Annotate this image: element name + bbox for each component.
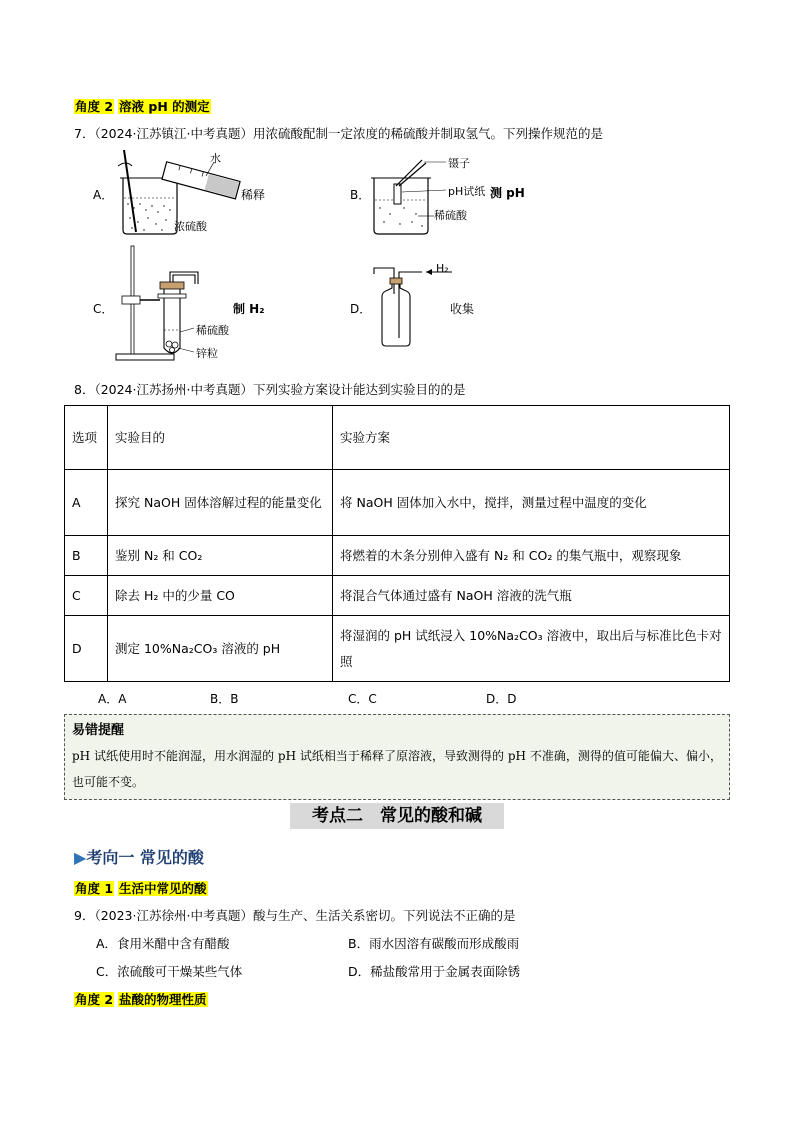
table-row: [65, 470, 730, 536]
q7-d-action-label: 收集: [450, 302, 475, 316]
q8-answer-a: A．A: [98, 692, 127, 706]
row-plan: 将 NaOH 固体加入水中，搅拌，测量过程中温度的变化: [333, 470, 730, 536]
angle-label: 角度 2: [75, 992, 114, 1007]
q7-b-paper-label: pH试纸: [448, 185, 486, 198]
experiment-table: [64, 405, 730, 682]
angle-heading: [74, 879, 208, 897]
row-plan: 将燃着的木条分别伸入盛有 N₂ 和 CO₂ 的集气瓶中，观察现象: [333, 536, 730, 576]
q7-option-b-diagram: [370, 158, 450, 238]
angle-heading: [74, 97, 211, 115]
q7-c-acid-label: 稀硫酸: [196, 324, 229, 337]
q7-a-water-label: 水: [210, 152, 221, 165]
row-goal: 测定 10%Na₂CO₃ 溶液的 pH: [108, 616, 333, 682]
q9-option-a: A．食用米醋中含有醋酸: [96, 936, 230, 951]
question-9-stem: 9．（2023·江苏徐州·中考真题）酸与生产、生活关系密切。下列说法不正确的是: [74, 908, 516, 923]
row-plan: 将湿润的 pH 试纸浸入 10%Na₂CO₃ 溶液中，取出后与标准比色卡对照: [333, 616, 730, 682]
q7-option-b-letter: B．: [350, 188, 371, 202]
q7-c-action-label: 制 H₂: [233, 302, 265, 316]
angle-title: 溶液 pH 的测定: [119, 99, 210, 114]
header-goal: 实验目的: [108, 406, 333, 470]
q9-option-c: C．浓硫酸可干燥某些气体: [96, 964, 243, 979]
row-goal: 除去 H₂ 中的少量 CO: [108, 576, 333, 616]
table-row: [65, 616, 730, 682]
row-goal: 鉴别 N₂ 和 CO₂: [108, 536, 333, 576]
q8-answer-c: C．C: [348, 692, 377, 706]
row-option: D: [65, 616, 108, 682]
question-7-stem: 7．（2024·江苏镇江·中考真题）用浓硫酸配制一定浓度的稀硫酸并制取氢气。下列操作规范的是: [74, 126, 603, 141]
q8-answer-d: D．D: [486, 692, 517, 706]
angle-title: 盐酸的物理性质: [119, 992, 207, 1007]
q8-answer-b: B．B: [210, 692, 239, 706]
table-row: [65, 536, 730, 576]
tip-body: pH 试纸使用时不能润湿，用水润湿的 pH 试纸相当于稀释了原溶液，导致测得的 pH 不准确，测得的值可能偏大、偏小，也可能不变。: [72, 749, 722, 789]
q7-a-acid-label: 浓硫酸: [174, 220, 207, 233]
row-option: C: [65, 576, 108, 616]
row-option: A: [65, 470, 108, 536]
table-row: [65, 576, 730, 616]
tip-title: 易错提醒: [72, 723, 125, 738]
header-option: 选项: [65, 406, 108, 470]
header-plan: 实验方案: [333, 406, 730, 470]
q7-c-zinc-label: 锌粒: [196, 347, 218, 360]
q7-b-action-label: 测 pH: [490, 186, 525, 200]
q7-b-acid-label: 稀硫酸: [434, 209, 467, 222]
q7-b-tweezers-label: 镊子: [448, 157, 470, 170]
row-plan: 将混合气体通过盛有 NaOH 溶液的洗气瓶: [333, 576, 730, 616]
question-8-stem: 8．（2024·江苏扬州·中考真题）下列实验方案设计能达到实验目的的是: [74, 382, 466, 397]
section-title: 考点二 常见的酸和碱: [290, 803, 504, 829]
angle-label: 角度 1: [75, 881, 114, 896]
error-tip-box: [64, 714, 730, 800]
q7-option-d-diagram: [370, 262, 460, 352]
triangle-arrow-icon: ▶: [74, 848, 87, 867]
q7-option-c-letter: C．: [93, 302, 114, 316]
angle-label: 角度 2: [75, 99, 114, 114]
angle-heading: [74, 990, 208, 1008]
row-option: B: [65, 536, 108, 576]
table-header-row: [65, 406, 730, 470]
q7-option-d-letter: D．: [350, 302, 372, 316]
angle-title: 生活中常见的酸: [119, 881, 207, 896]
q7-a-action-label: 稀释: [241, 188, 266, 202]
q9-option-b: B．雨水因溶有碳酸而形成酸雨: [348, 936, 520, 951]
q9-option-d: D．稀盐酸常用于金属表面除锈: [348, 964, 521, 979]
q7-d-gas-label: H₂: [436, 262, 449, 275]
row-goal: 探究 NaOH 固体溶解过程的能量变化: [108, 470, 333, 536]
q7-option-a-letter: A．: [93, 188, 114, 202]
direction-heading: [74, 845, 204, 868]
direction-title: 考向一 常见的酸: [86, 848, 204, 867]
